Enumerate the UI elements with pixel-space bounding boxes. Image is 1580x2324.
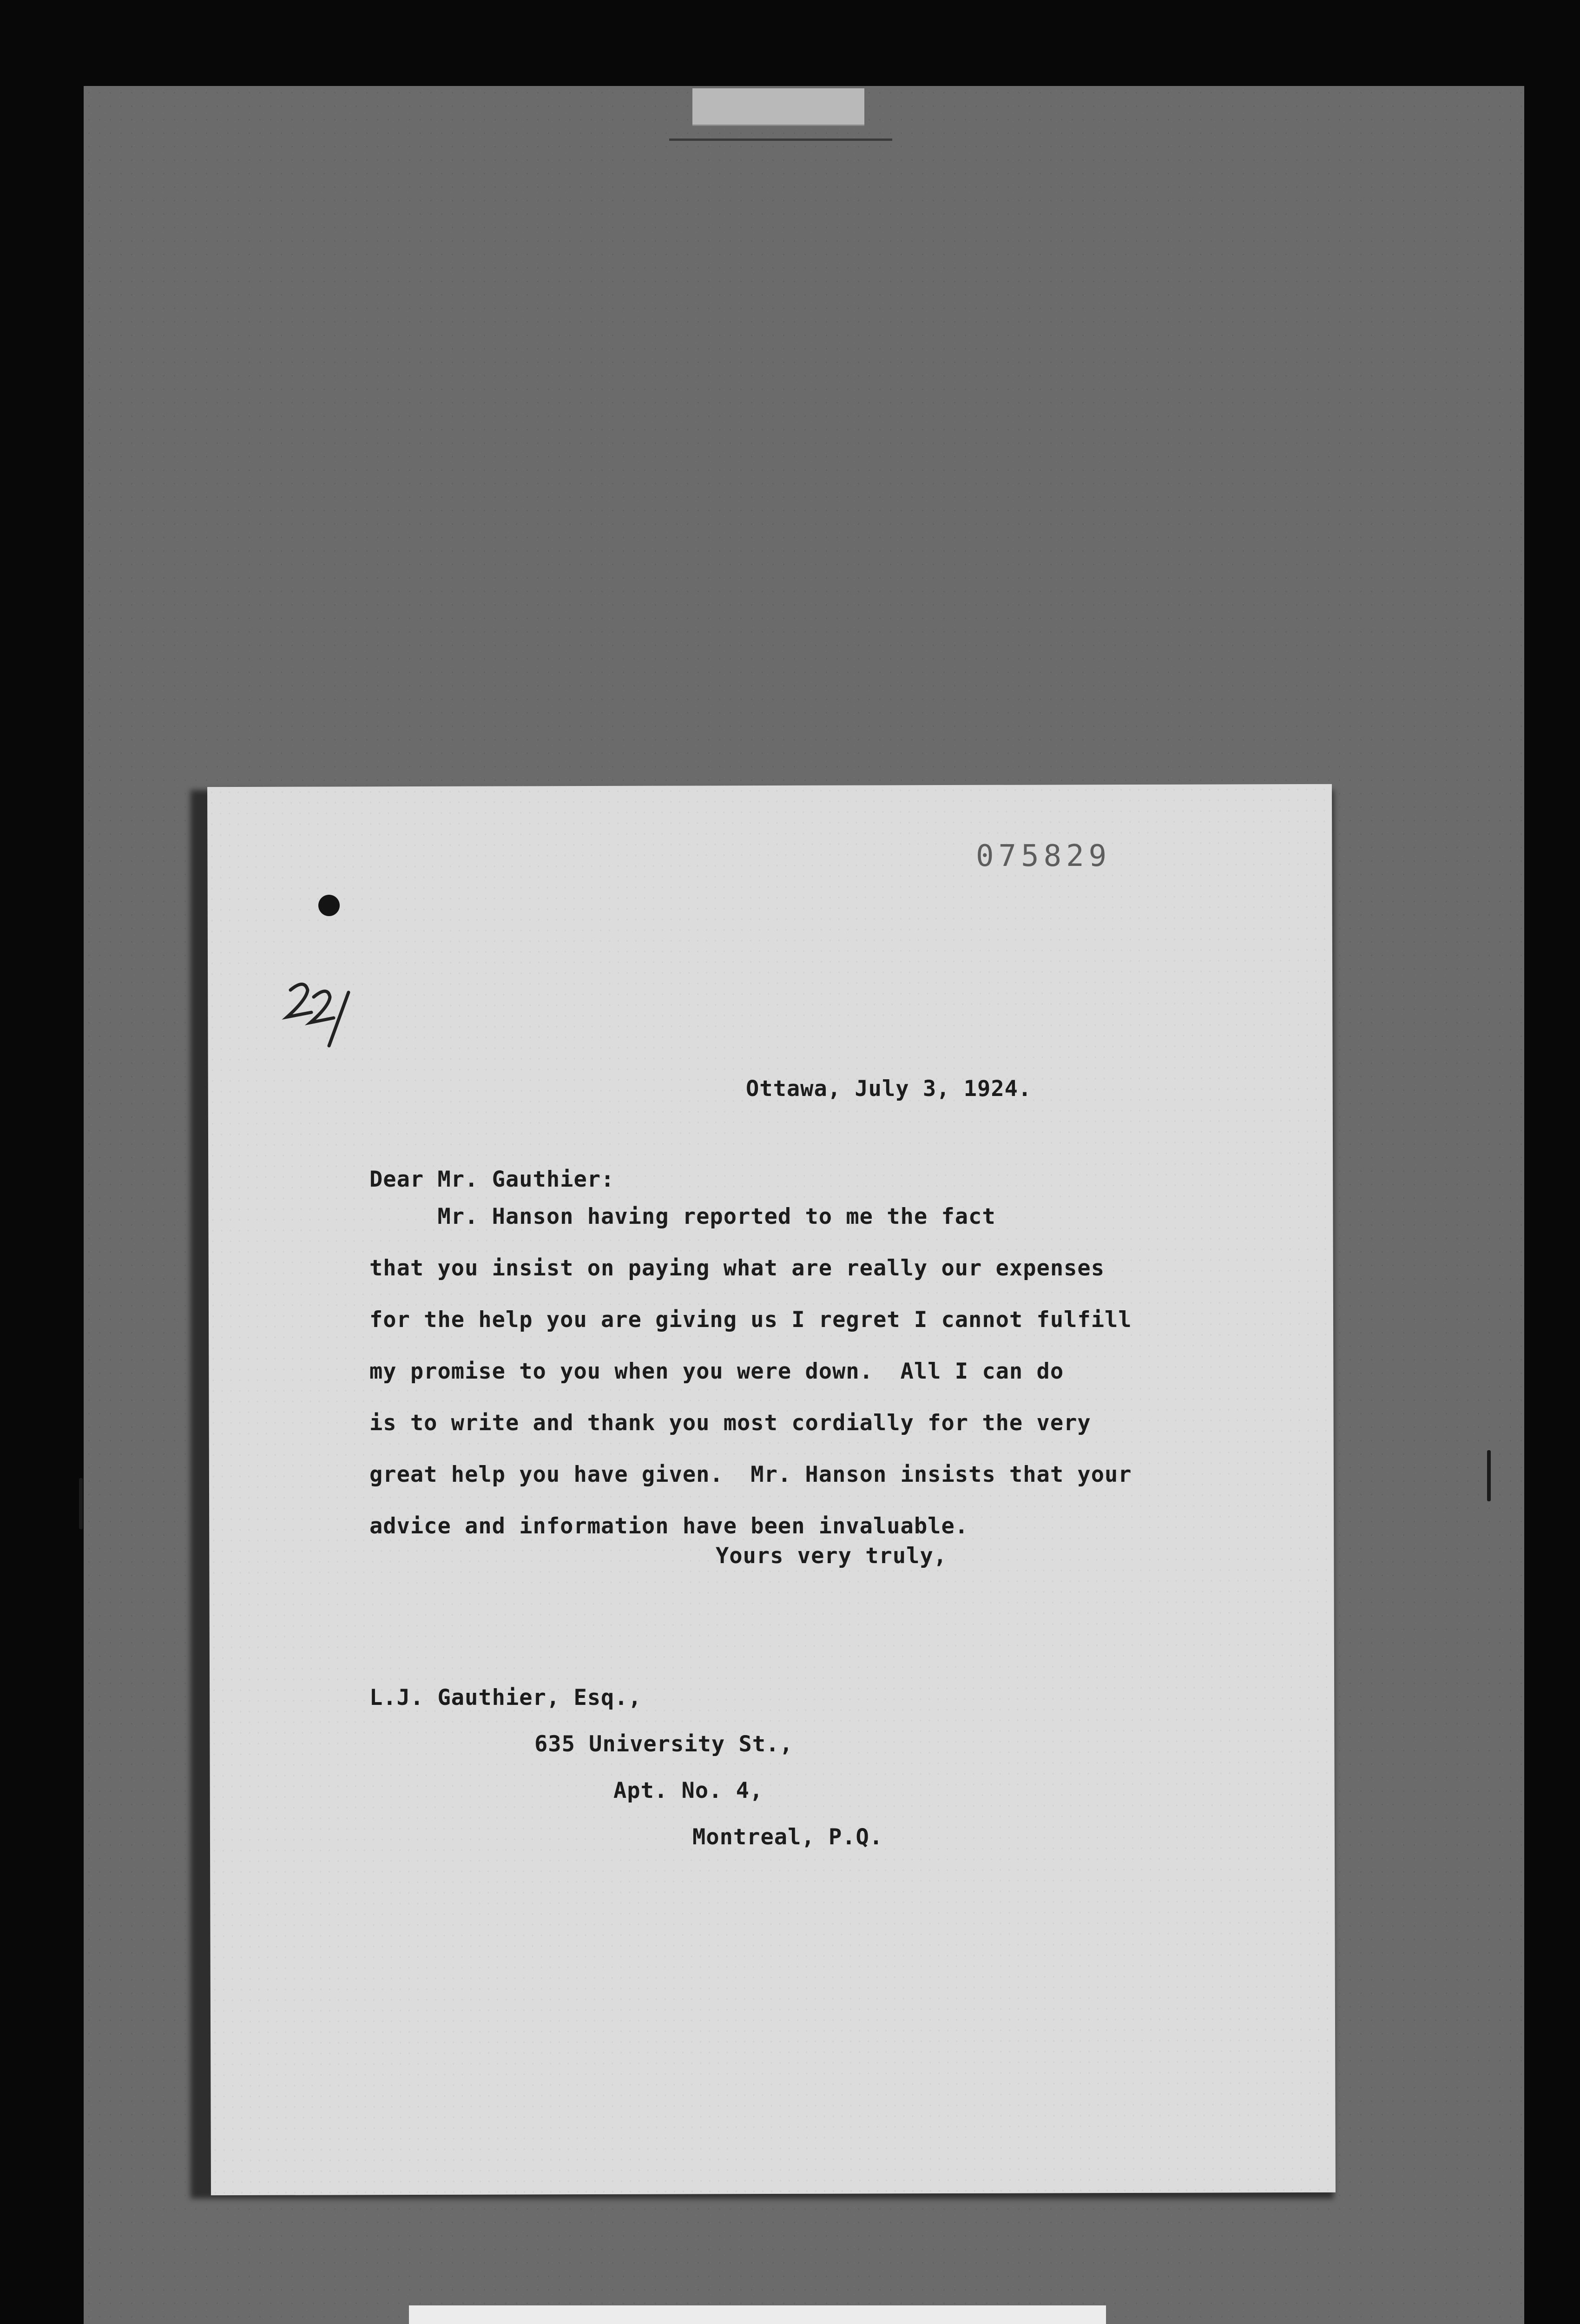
recipient-street: 635 University St., [534,1731,793,1757]
recipient-city: Montreal, P.Q. [692,1824,883,1850]
body-line: Mr. Hanson having reported to me the fact [369,1204,996,1229]
body-line: my promise to you when you were down. All I can do [369,1359,1064,1384]
document-number: 075829 [976,839,1112,873]
recipient-apartment: Apt. No. 4, [613,1778,764,1803]
top-clip [692,88,864,126]
body-line: advice and information have been invaluable. [369,1513,969,1539]
handwritten-note [279,976,358,1050]
letter-body [369,1204,1132,1565]
collection-label [409,2305,1106,2324]
recipient-name: L.J. Gauthier, Esq., [369,1685,642,1710]
top-clip-shadow-line [669,139,892,141]
closing: Yours very truly, [716,1543,948,1569]
dateline: Ottawa, July 3, 1924. [746,1076,1032,1102]
salutation: Dear Mr. Gauthier: [369,1167,615,1192]
film-speck [79,1478,83,1529]
body-line: great help you have given. Mr. Hanson insists that your [369,1462,1132,1487]
punch-hole [318,895,340,916]
film-speck [1487,1450,1491,1501]
body-line: for the help you are giving us I regret I cannot fulfill [369,1307,1132,1333]
body-line: that you insist on paying what are really our expenses [369,1255,1105,1281]
body-line: is to write and thank you most cordially for the very [369,1410,1091,1436]
